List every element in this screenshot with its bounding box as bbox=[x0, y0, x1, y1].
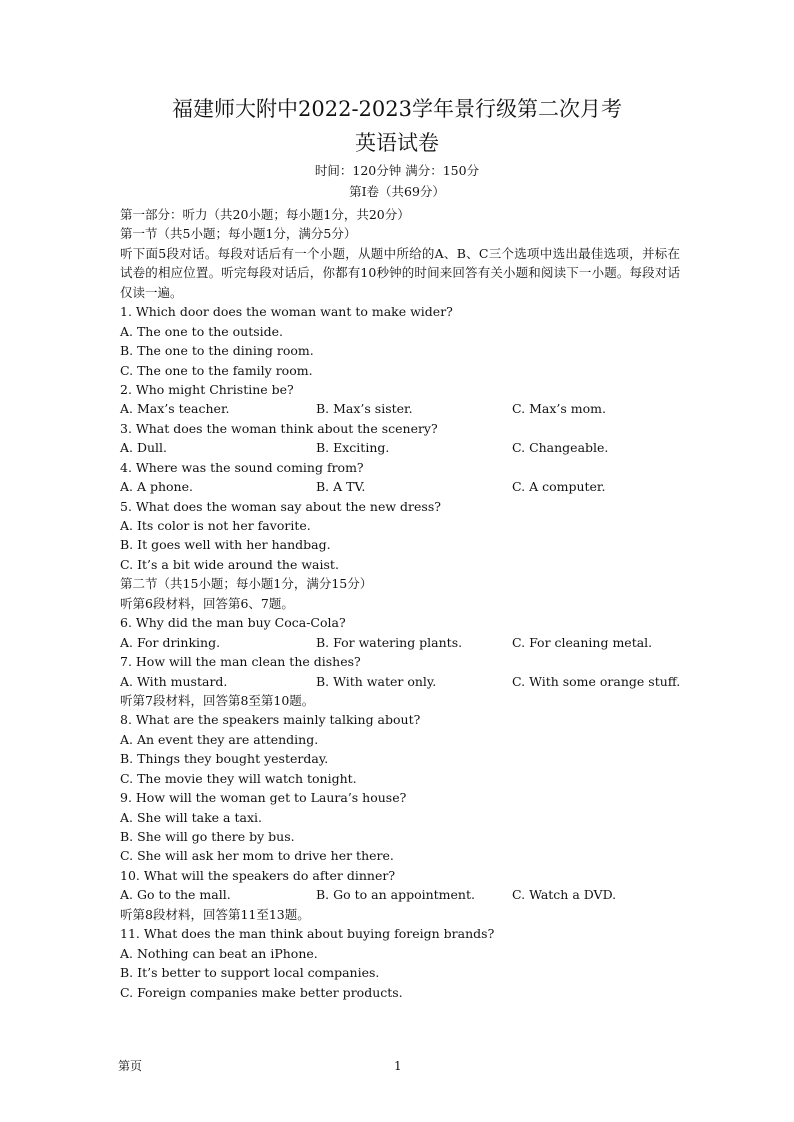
question-2-options bbox=[120, 399, 680, 418]
section2-heading: 第二节（共15小题；每小题1分，满分15分） bbox=[120, 576, 373, 592]
question-11-option-c: C. Foreign companies make better products. bbox=[120, 984, 403, 1000]
section1-instructions: 听下面5段对话。每段对话后有一个小题，从题中所给的A、B、C三个选项中选出最佳选项，并标在试卷的相应位置。听完每段对话后，你都有10秒钟的时间来回答有关小题和阅读下一小题。每段对话仅读一遍。 bbox=[120, 245, 680, 300]
question-3-option-c: C. Changeable. bbox=[512, 440, 609, 456]
question-6-options bbox=[120, 633, 680, 652]
question-5-option-c: C. It’s a bit wide around the waist. bbox=[120, 556, 339, 572]
exam-title: 福建师大附中2022-2023学年景行级第二次月考 bbox=[172, 97, 622, 121]
question-7-option-a: A. With mustard. bbox=[120, 673, 228, 689]
question-2-option-a: A. Max’s teacher. bbox=[120, 401, 230, 417]
question-6-stem: 6. Why did the man buy Coca-Cola? bbox=[120, 615, 346, 631]
question-5-option-a: A. Its color is not her favorite. bbox=[120, 518, 311, 534]
question-1-stem: 1. Which door does the woman want to make wider? bbox=[120, 304, 453, 320]
question-10-option-c: C. Watch a DVD. bbox=[512, 887, 617, 903]
question-6-option-a: A. For drinking. bbox=[120, 634, 221, 650]
exam-subtitle: 英语试卷 bbox=[355, 131, 439, 155]
question-10-stem: 10. What will the speakers do after dinner? bbox=[120, 867, 396, 883]
question-4-stem: 4. Where was the sound coming from? bbox=[120, 459, 364, 475]
question-7-option-b: B. With water only. bbox=[316, 673, 437, 689]
question-6-option-c: C. For cleaning metal. bbox=[512, 634, 653, 650]
question-8-option-a: A. An event they are attending. bbox=[120, 731, 319, 747]
question-1-option-c: C. The one to the family room. bbox=[120, 362, 313, 378]
question-10-option-a: A. Go to the mall. bbox=[120, 887, 231, 903]
question-3-options bbox=[120, 438, 680, 457]
exam-time-info: 时间：120分钟 满分：150分 bbox=[314, 163, 480, 178]
question-10-options bbox=[120, 885, 680, 904]
question-5-stem: 5. What does the woman say about the new dress? bbox=[120, 498, 441, 514]
question-8-option-b: B. Things they bought yesterday. bbox=[120, 751, 329, 767]
question-3-option-b: B. Exciting. bbox=[316, 440, 390, 456]
question-10-option-b: B. Go to an appointment. bbox=[316, 887, 475, 903]
question-9-option-c: C. She will ask her mom to drive her there. bbox=[120, 848, 394, 864]
question-2-stem: 2. Who might Christine be? bbox=[120, 381, 294, 397]
question-5-option-b: B. It goes well with her handbag. bbox=[120, 537, 331, 553]
question-11-option-b: B. It’s better to support local companies. bbox=[120, 965, 380, 981]
footer-page-label: 第页 bbox=[118, 1059, 143, 1073]
question-8-stem: 8. What are the speakers mainly talking about? bbox=[120, 712, 421, 728]
material-8-instruction: 听第8段材料，回答第11至13题。 bbox=[120, 906, 310, 922]
material-7-instruction: 听第7段材料，回答第8至第10题。 bbox=[120, 692, 315, 708]
question-7-option-c: C. With some orange stuff. bbox=[512, 673, 681, 689]
question-7-options bbox=[120, 672, 680, 691]
question-9-option-b: B. She will go there by bus. bbox=[120, 829, 295, 845]
question-4-option-b: B. A TV. bbox=[316, 479, 366, 495]
section1-heading: 第一节（共5小题；每小题1分，满分5分） bbox=[120, 226, 357, 242]
question-1-option-a: A. The one to the outside. bbox=[120, 323, 284, 339]
exam-content bbox=[120, 205, 680, 1002]
volume-heading: 第Ⅰ卷（共69分） bbox=[349, 184, 445, 199]
question-1-option-b: B. The one to the dining room. bbox=[120, 343, 314, 359]
material-6-instruction: 听第6段材料，回答第6、7题。 bbox=[120, 595, 294, 611]
question-11-option-a: A. Nothing can beat an iPhone. bbox=[120, 945, 318, 961]
question-3-option-a: A. Dull. bbox=[120, 440, 168, 456]
question-3-stem: 3. What does the woman think about the scenery? bbox=[120, 420, 438, 436]
question-11-stem: 11. What does the man think about buying foreign brands? bbox=[120, 926, 495, 942]
part1-heading: 第一部分：听力（共20小题；每小题1分，共20分） bbox=[120, 207, 410, 222]
question-2-option-b: B. Max’s sister. bbox=[316, 401, 413, 417]
question-9-option-a: A. She will take a taxi. bbox=[120, 809, 262, 825]
question-7-stem: 7. How will the man clean the dishes? bbox=[120, 654, 361, 670]
footer-page-number: 1 bbox=[394, 1059, 402, 1073]
question-4-option-c: C. A computer. bbox=[512, 479, 606, 495]
question-4-option-a: A. A phone. bbox=[120, 479, 193, 495]
question-6-option-b: B. For watering plants. bbox=[316, 634, 463, 650]
question-4-options bbox=[120, 477, 680, 496]
question-9-stem: 9. How will the woman get to Laura’s house? bbox=[120, 790, 407, 806]
question-2-option-c: C. Max’s mom. bbox=[512, 401, 606, 417]
question-8-option-c: C. The movie they will watch tonight. bbox=[120, 770, 357, 786]
